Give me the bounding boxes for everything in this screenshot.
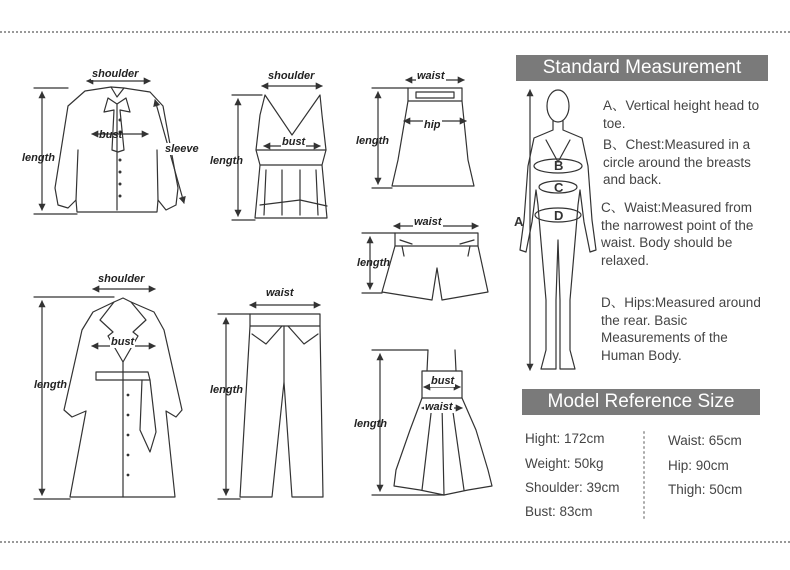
dress-drawing xyxy=(394,350,492,495)
shirt-bust-label: bust xyxy=(99,129,123,141)
dress-waist-label: waist xyxy=(425,401,453,413)
measurement-item-b xyxy=(603,136,765,189)
measurement-item-a xyxy=(603,97,765,132)
body-mark-c: C xyxy=(554,180,564,195)
skirt-length-label: length xyxy=(356,135,389,147)
measurement-item-d xyxy=(601,294,771,364)
model-reference-title: Model Reference Size xyxy=(522,389,760,415)
model-weight: Weight: 50kg xyxy=(525,456,604,471)
coat-drawing xyxy=(64,298,182,497)
model-shoulder: Shoulder: 39cm xyxy=(525,480,620,495)
body-mark-d: D xyxy=(554,208,564,223)
vest-drawing xyxy=(255,95,327,218)
pants-waist-label: waist xyxy=(266,287,294,299)
pants-length-label: length xyxy=(210,384,243,396)
shirt-sleeve-label: sleeve xyxy=(165,143,199,155)
vest-shoulder-label: shoulder xyxy=(268,70,315,82)
shirt-drawing xyxy=(55,87,178,212)
standard-measurement-title: Standard Measurement xyxy=(516,55,768,81)
vest-bust-label: bust xyxy=(282,136,306,148)
skirt-drawing xyxy=(392,88,474,186)
shorts-length-label: length xyxy=(357,257,390,269)
measurement-text: Chest:Measured in a circle around the breasts and back. xyxy=(603,137,751,187)
measurement-text: Vertical height head to toe. xyxy=(603,98,760,131)
measurement-key: B、 xyxy=(603,137,626,152)
model-thigh: Thigh: 50cm xyxy=(668,482,743,497)
measurement-key: D、 xyxy=(601,295,625,310)
shorts-waist-label: waist xyxy=(414,216,442,228)
vest-length-label: length xyxy=(210,155,243,167)
skirt-waist-label: waist xyxy=(417,70,445,82)
model-waist: Waist: 65cm xyxy=(668,433,742,448)
coat-bust-label: bust xyxy=(111,336,135,348)
coat-length-label: length xyxy=(34,379,67,391)
shirt-length-label: length xyxy=(22,152,55,164)
shorts-drawing xyxy=(382,233,488,300)
pants-drawing xyxy=(240,314,323,497)
body-mark-b: B xyxy=(554,158,564,173)
body-mark-a: A xyxy=(514,214,524,229)
measurement-text: Hips:Measured around the rear. Basic Measurements of the Human Body. xyxy=(601,295,761,363)
model-bust: Bust: 83cm xyxy=(525,504,593,519)
dress-bust-label: bust xyxy=(431,375,455,387)
measurement-item-c xyxy=(601,199,759,269)
measurement-key: C、 xyxy=(601,200,625,215)
model-height: Hight: 172cm xyxy=(525,431,605,446)
skirt-hip-label: hip xyxy=(424,119,441,131)
model-hip: Hip: 90cm xyxy=(668,458,729,473)
shirt-shoulder-label: shoulder xyxy=(92,68,139,80)
body-figure-drawing xyxy=(520,90,596,369)
measurement-key: A、 xyxy=(603,98,626,113)
dress-length-label: length xyxy=(354,418,387,430)
measurement-text: Waist:Measured from the narrowest point of the waist. Body should be relaxed. xyxy=(601,200,754,268)
coat-shoulder-label: shoulder xyxy=(98,273,145,285)
